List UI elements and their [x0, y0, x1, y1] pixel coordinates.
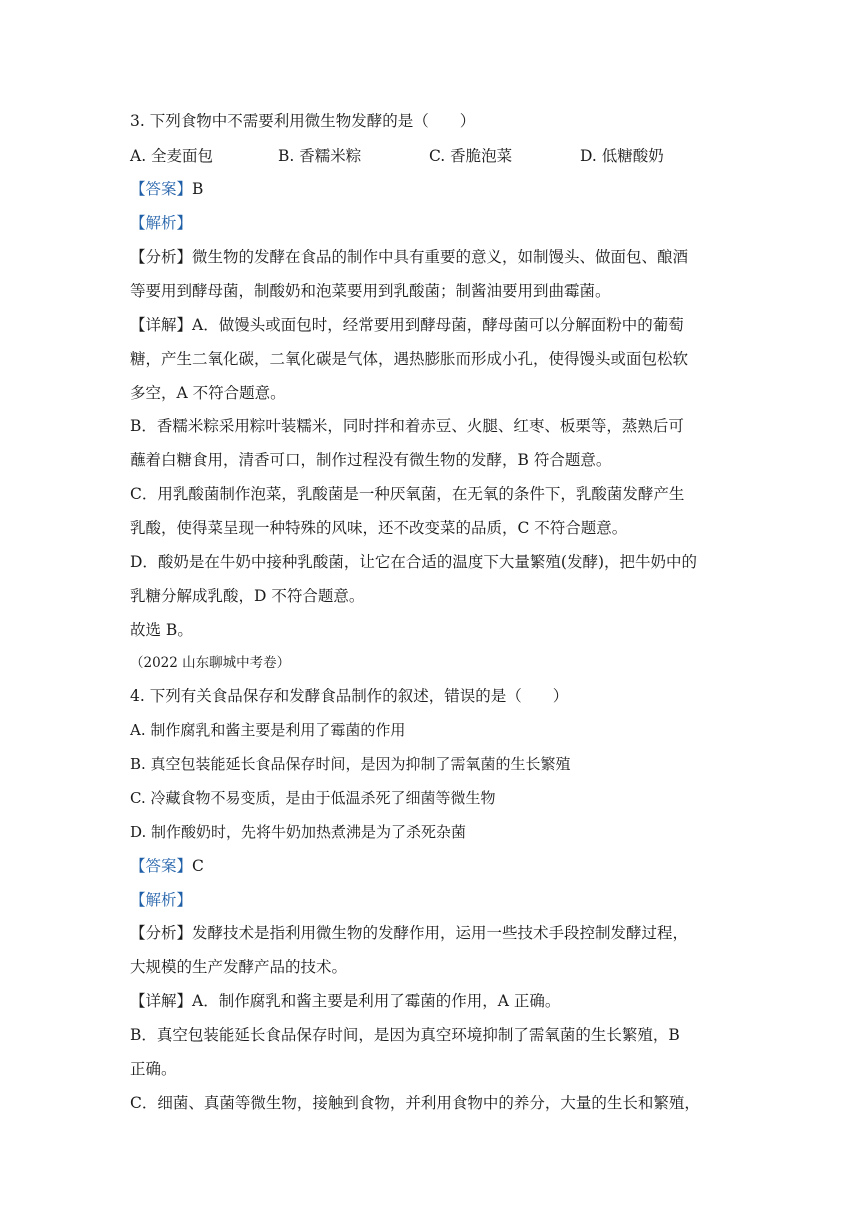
- q3-conclusion: 故选 B。: [130, 621, 193, 639]
- q3-xiangjie-line-7: 乳酸，使得菜呈现一种特殊的风味，还不改变菜的品质，C 不符合题意。: [130, 519, 628, 537]
- q4-option-a: A. 制作腐乳和酱主要是利用了霉菌的作用: [130, 721, 406, 739]
- q4-source: （2022 山东聊城中考卷）: [130, 655, 291, 671]
- question-4-stem: 4. 下列有关食品保存和发酵食品制作的叙述，错误的是（ ）: [130, 687, 569, 705]
- q4-fenxi-line-2: 大规模的生产发酵产品的技术。: [130, 958, 348, 976]
- q4-xiangjie-line-1: [130, 989, 560, 1013]
- q3-answer-line: [130, 177, 203, 201]
- q3-xiangjie-line-6: C．用乳酸菌制作泡菜，乳酸菌是一种厌氧菌，在无氧的条件下，乳酸菌发酵产生: [130, 485, 685, 503]
- q4-answer-line: [130, 854, 204, 878]
- q4-option-d: D. 制作酸奶时，先将牛奶加热煮沸是为了杀死杂菌: [130, 823, 467, 841]
- fenxi-tag: 【分析】: [130, 924, 193, 942]
- q3-xiangjie-line-1: [130, 313, 684, 337]
- q4-analysis-tag: 【解析】: [130, 891, 193, 909]
- q3-xiangjie-line-5: 蘸着白糖食用，清香可口，制作过程没有微生物的发酵，B 符合题意。: [130, 451, 612, 469]
- q4-xiangjie-line-4: C．细菌、真菌等微生物，接触到食物，并利用食物中的养分，大量的生长和繁殖，: [130, 1094, 700, 1112]
- answer-value: C: [192, 857, 204, 875]
- q3-xiangjie-line-9: 乳糖分解成乳酸，D 不符合题意。: [130, 587, 365, 605]
- answer-tag: 【答案】: [130, 180, 193, 198]
- q3-analysis-tag: 【解析】: [130, 214, 193, 232]
- q3-option-c: C. 香脆泡菜: [429, 147, 513, 165]
- q3-fenxi-line-1: [130, 245, 688, 269]
- fenxi-tag: 【分析】: [130, 248, 193, 266]
- q3-option-b: B. 香糯米粽: [278, 147, 362, 165]
- fenxi-text: 发酵技术是指利用微生物的发酵作用，运用一些技术手段控制发酵过程，: [192, 924, 689, 942]
- q3-xiangjie-line-4: B．香糯米粽采用粽叶装糯米，同时拌和着赤豆、火腿、红枣、板栗等，蒸熟后可: [130, 417, 684, 435]
- q3-xiangjie-line-3: 多空，A 不符合题意。: [130, 384, 286, 402]
- answer-tag: 【答案】: [130, 857, 193, 875]
- q4-fenxi-line-1: [130, 921, 688, 945]
- q3-xiangjie-line-8: D．酸奶是在牛奶中接种乳酸菌，让它在合适的温度下大量繁殖(发酵)，把牛奶中的: [130, 553, 698, 571]
- q4-xiangjie-line-3: 正确。: [130, 1060, 177, 1078]
- xiangjie-tag: 【详解】: [130, 992, 193, 1010]
- q4-option-c: C. 冷藏食物不易变质，是由于低温杀死了细菌等微生物: [130, 789, 496, 807]
- q3-fenxi-line-2: 等要用到酵母菌，制酸奶和泡菜要用到乳酸菌；制酱油要用到曲霉菌。: [130, 282, 611, 300]
- fenxi-text: 微生物的发酵在食品的制作中具有重要的意义，如制馒头、做面包、酿酒: [192, 248, 689, 266]
- q3-xiangjie-line-2: 糖，产生二氧化碳，二氧化碳是气体，遇热膨胀而形成小孔，使得馒头或面包松软: [130, 350, 689, 368]
- q4-xiangjie-line-2: B．真空包装能延长食品保存时间，是因为真空环境抑制了需氧菌的生长繁殖，B: [130, 1026, 680, 1044]
- q4-option-b: B. 真空包装能延长食品保存时间，是因为抑制了需氧菌的生长繁殖: [130, 755, 571, 773]
- q3-option-a: A. 全麦面包: [130, 147, 214, 165]
- answer-value: B: [192, 180, 204, 198]
- xiangjie-tag: 【详解】: [130, 316, 193, 334]
- q3-option-d: D. 低糖酸奶: [580, 147, 664, 165]
- xiangjie-text: A．做馒头或面包时，经常要用到酵母菌，酵母菌可以分解面粉中的葡萄: [192, 316, 684, 334]
- question-3-stem: 3. 下列食物中不需要利用微生物发酵的是（ ）: [130, 112, 476, 130]
- xiangjie-text: A．制作腐乳和酱主要是利用了霉菌的作用，A 正确。: [192, 992, 561, 1010]
